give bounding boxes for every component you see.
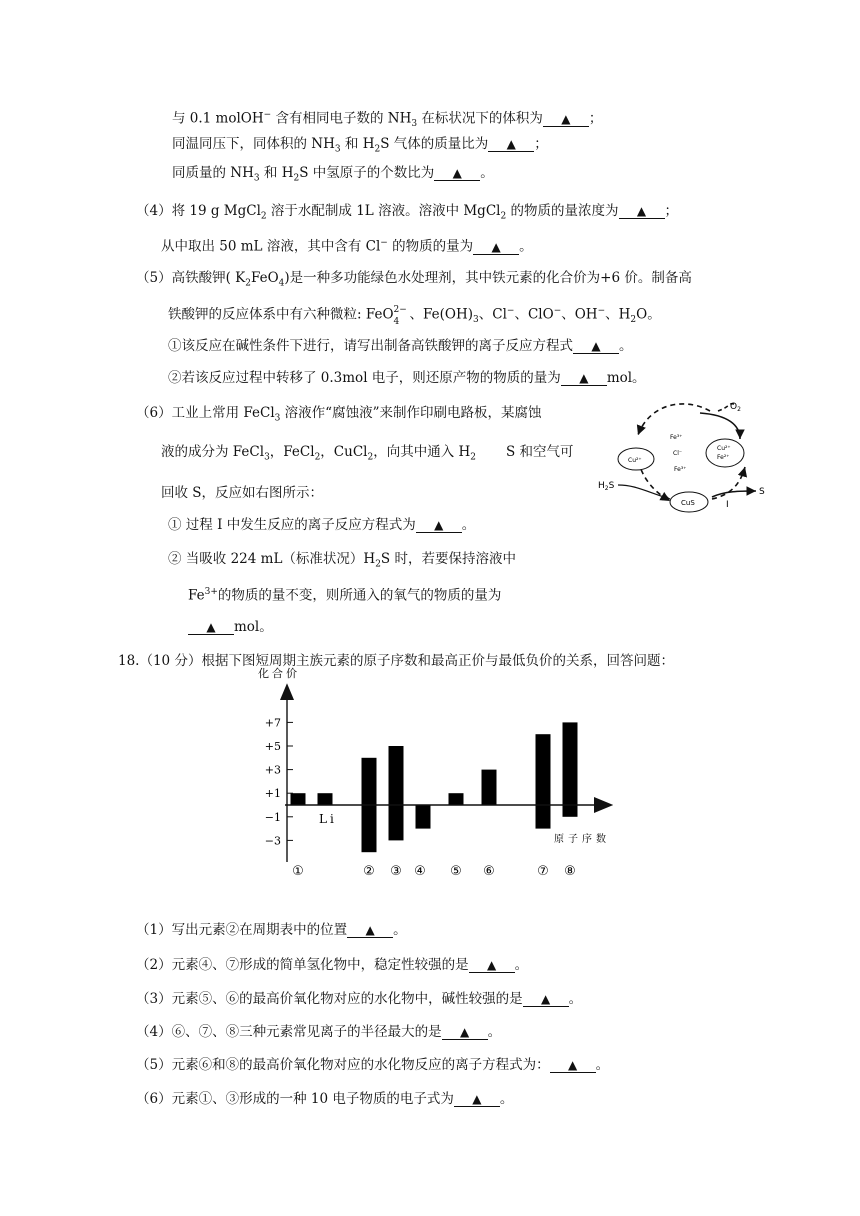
text: （3）元素⑤、⑥的最高价氧化物对应的水化物中，碱性较强的是: [136, 991, 523, 1007]
x-axis-label: 原子序数: [554, 834, 610, 845]
text: 。: [514, 957, 529, 973]
text: ，向其中通入 H: [373, 444, 471, 460]
text: ② 当吸收 224 mL（标准状况）H: [168, 551, 376, 567]
triangle-mark: ▲: [472, 1092, 482, 1106]
triangle-mark: ▲: [206, 620, 216, 634]
subscript: 3: [411, 119, 418, 130]
cu2-left-label: Cu²⁺: [628, 457, 642, 464]
text: 。: [595, 1057, 610, 1073]
text: ；: [664, 203, 679, 219]
y-axis-label: 化合价: [258, 667, 300, 680]
text: 从中取出 50 mL 溶液，其中含有 Cl: [161, 238, 381, 255]
text: （5）元素⑥和⑧的最高价氧化物对应的水化物反应的离子方程式为：: [136, 1057, 550, 1073]
superscript: 3+: [204, 587, 218, 597]
y-tick-label: +3: [264, 763, 281, 777]
answer-blank[interactable]: [523, 992, 569, 1007]
answer-blank[interactable]: [188, 620, 234, 635]
text: ① 过程 I 中发生反应的离子反应方程式为: [168, 517, 416, 533]
subscript: 2: [374, 144, 381, 155]
text: 。: [519, 238, 533, 255]
subscript: 3: [274, 413, 281, 424]
answer-blank[interactable]: [469, 958, 515, 973]
text: ，FeCl: [269, 444, 315, 460]
superscript: −: [506, 306, 515, 316]
text: 的物质的量浓度为: [506, 203, 619, 219]
subscript: 4: [278, 278, 285, 289]
y-tick-label: −1: [264, 810, 281, 824]
text: 含有相同电子数的 NH: [271, 110, 412, 127]
text: S 和空气可: [506, 444, 574, 460]
subscript: 3: [253, 173, 260, 184]
x-label: ⑥: [483, 864, 495, 879]
x-label: ③: [390, 864, 402, 879]
q18-question: [136, 1056, 609, 1074]
q17-part5-line-3: [168, 337, 633, 355]
text: O。: [636, 306, 661, 323]
answer-blank[interactable]: [473, 240, 519, 255]
fe3-top-label: Fe³⁺: [670, 434, 683, 441]
text: （4）⑥、⑦、⑧三种元素常见离子的半径最大的是: [136, 1024, 442, 1040]
q18-question: [136, 1090, 513, 1108]
subscript: 2: [375, 559, 381, 570]
text: 溶于水配制成 1L 溶液。溶液中 MgCl: [266, 203, 501, 219]
bar-4: [389, 746, 404, 840]
fe2-right-label: Fe²⁺: [717, 454, 730, 461]
chart-bars: [291, 722, 578, 852]
superscript: −: [597, 306, 606, 316]
cus-label: CuS: [681, 499, 695, 507]
bar-7: [482, 770, 497, 805]
text: 、OH: [561, 306, 598, 323]
s-arrow: [712, 491, 756, 497]
q17-part5-line-2: [168, 302, 661, 329]
fe3-mid-label: Fe³⁺: [674, 466, 687, 473]
superscript: 2−: [393, 305, 407, 315]
text: （4）将 19 g MgCl: [136, 203, 261, 219]
q17-part6-line-6: [188, 583, 501, 605]
q17-part6-line-2: [161, 443, 574, 467]
bar-1: [291, 793, 306, 805]
triangle-mark: ▲: [579, 371, 589, 385]
triangle-mark: ▲: [561, 111, 571, 126]
chart-x-labels: [292, 864, 576, 879]
text: ；: [588, 110, 603, 127]
subscript: 2: [500, 211, 507, 222]
subscript: 4: [393, 317, 400, 327]
answer-blank[interactable]: [442, 1025, 488, 1040]
bar-6: [449, 793, 464, 805]
subscript: 2: [367, 452, 374, 463]
text: 同质量的 NH: [172, 165, 254, 181]
q17-part6-line-7: [188, 618, 273, 636]
y-tick-label: +1: [264, 787, 281, 801]
superscript: −: [553, 306, 562, 316]
triangle-mark: ▲: [636, 204, 647, 218]
subscript: 2: [470, 452, 477, 463]
q17-part4-line-2: [161, 234, 533, 256]
text: （2）元素④、⑦形成的简单氢化物中，稳定性较强的是: [136, 957, 469, 973]
text: 溶液作“腐蚀液”来制作印刷电路板，某腐蚀: [280, 405, 542, 421]
text: 和 H: [340, 136, 375, 152]
text: 与 0.1 molOH: [172, 110, 264, 127]
text: FeO: [250, 270, 279, 286]
answer-blank[interactable]: [543, 112, 589, 127]
q17-part6-line-5: [168, 550, 516, 574]
q18-question: [136, 921, 407, 939]
h2s-arrow: [618, 485, 670, 499]
q17-part6-line-4: [168, 516, 475, 534]
q17-part4-line-1: [136, 202, 678, 226]
subscript: 3: [473, 315, 479, 326]
text: S 中氢原子的个数比为: [299, 165, 435, 181]
text: 。: [619, 338, 633, 354]
cu2-right-label: Cu²⁺: [717, 445, 731, 452]
answer-blank[interactable]: [454, 1092, 500, 1107]
x-label: ①: [292, 864, 304, 879]
text: 铁酸钾的反应体系中有六种微粒: FeO: [168, 306, 394, 323]
text: )是一种多功能绿色水处理剂，其中铁元素的化合价为+6 价。制备高: [284, 270, 692, 286]
triangle-mark: ▲: [459, 1025, 470, 1039]
text: 、H: [605, 306, 631, 323]
q17-part6-line-1: [136, 404, 542, 428]
q18-question: [136, 990, 582, 1008]
x-label: ②: [363, 864, 375, 879]
answer-blank[interactable]: [416, 518, 462, 533]
chart-y-ticks: [265, 716, 293, 847]
x-label: ⑤: [450, 864, 462, 879]
q18-header: 18.（10 分）根据下图短周期主族元素的原子序数和最高正价与最低负价的关系，回答问题：: [118, 653, 674, 669]
bar-9: [563, 722, 578, 816]
text: S 时，若要保持溶液中: [380, 551, 516, 567]
triangle-mark: ▲: [540, 992, 551, 1006]
text: 、Fe(OH): [409, 306, 474, 323]
text: 和 H: [259, 165, 294, 181]
valence-bar-chart: [240, 662, 620, 887]
subscript: 2: [293, 173, 300, 184]
bar-5: [416, 805, 431, 829]
bar-2: [318, 793, 333, 805]
answer-blank[interactable]: [347, 923, 393, 938]
text: 。: [487, 1024, 502, 1040]
superscript: −: [263, 110, 272, 120]
answer-blank[interactable]: [561, 371, 607, 386]
text: 的物质的量为: [387, 238, 474, 255]
subscript: 3: [334, 144, 341, 155]
subscript: 3: [264, 452, 270, 463]
triangle-mark: ▲: [567, 1058, 578, 1072]
cl-label: Cl⁻: [673, 450, 683, 457]
process-i-label: I: [726, 500, 729, 510]
q17-part6-line-3: 回收 S，反应如右图所示：: [161, 485, 324, 501]
o2-label: $O_2$: [730, 402, 741, 413]
subscript: 2: [245, 278, 251, 289]
text: Fe: [188, 587, 205, 604]
q18-question: [136, 1023, 501, 1041]
triangle-mark: ▲: [486, 958, 497, 972]
subscript: 2: [260, 211, 267, 222]
text: ，CuCl: [320, 444, 368, 460]
cu2-fe2-node: [706, 439, 744, 467]
x-label: ④: [414, 864, 426, 879]
subscript: 2: [314, 452, 321, 463]
text: （5）高铁酸钾( K: [136, 270, 246, 286]
text: 。: [499, 1091, 514, 1107]
text: ；: [534, 136, 548, 152]
answer-blank[interactable]: [434, 166, 480, 181]
text: mol。: [234, 619, 273, 635]
q17-line-1: [172, 106, 602, 133]
text: （6）工业上常用 FeCl: [136, 405, 275, 421]
triangle-mark: ▲: [365, 923, 375, 937]
y-tick-label: +7: [264, 716, 281, 730]
text: ②若该反应过程中转移了 0.3mol 电子，则还原产物的物质的量为: [168, 370, 561, 386]
text: S 气体的质量比为: [380, 136, 489, 152]
triangle-mark: ▲: [434, 518, 444, 532]
text: ①该反应在碱性条件下进行，请写出制备高铁酸钾的离子反应方程式: [168, 338, 573, 354]
text: mol。: [606, 370, 646, 386]
text: 同温同压下，同体积的 NH: [172, 136, 335, 152]
ion-charge: [393, 305, 410, 327]
text: （6）元素①、③形成的一种 10 电子物质的电子式为: [136, 1091, 454, 1107]
q17-part5-line-1: [136, 269, 692, 293]
answer-blank[interactable]: [550, 1058, 596, 1073]
text: 。: [461, 517, 476, 533]
s-label: S: [759, 487, 765, 497]
text: （1）写出元素②在周期表中的位置: [136, 922, 348, 938]
y-tick-label: +5: [264, 740, 281, 753]
triangle-mark: ▲: [506, 137, 516, 151]
q17-line-3: [172, 164, 494, 188]
q18-question: [136, 956, 528, 974]
h2s-label: $H_2S$: [598, 481, 615, 492]
answer-blank[interactable]: [619, 204, 665, 219]
triangle-mark: ▲: [491, 239, 501, 254]
text: 的物质的量不变，则所通入的氧气的物质的量为: [217, 587, 502, 604]
answer-blank[interactable]: [488, 137, 534, 152]
triangle-mark: ▲: [591, 339, 601, 353]
q17-part5-line-4: [168, 369, 646, 387]
text: 。: [480, 165, 494, 181]
q17-line-2: [172, 135, 548, 159]
subscript: 2: [630, 315, 637, 326]
x-label: ⑧: [564, 864, 576, 879]
x-label: ⑦: [537, 864, 549, 879]
answer-blank[interactable]: [573, 339, 619, 354]
bar-label: Li: [319, 812, 337, 826]
y-tick-label: −3: [264, 834, 281, 848]
text: 。: [568, 991, 583, 1007]
text: 在标状况下的体积为: [417, 110, 543, 127]
cycle-arrow-top: [638, 404, 710, 435]
text: 。: [393, 922, 407, 938]
superscript: −: [380, 238, 388, 248]
triangle-mark: ▲: [452, 166, 462, 180]
text: 、Cl: [478, 306, 507, 323]
reaction-cycle-diagram: [590, 395, 790, 525]
text: 液的成分为 FeCl: [161, 444, 265, 460]
cycle-arrow-right: [700, 413, 740, 439]
bar-8: [536, 734, 551, 828]
text: 、ClO: [514, 306, 554, 323]
